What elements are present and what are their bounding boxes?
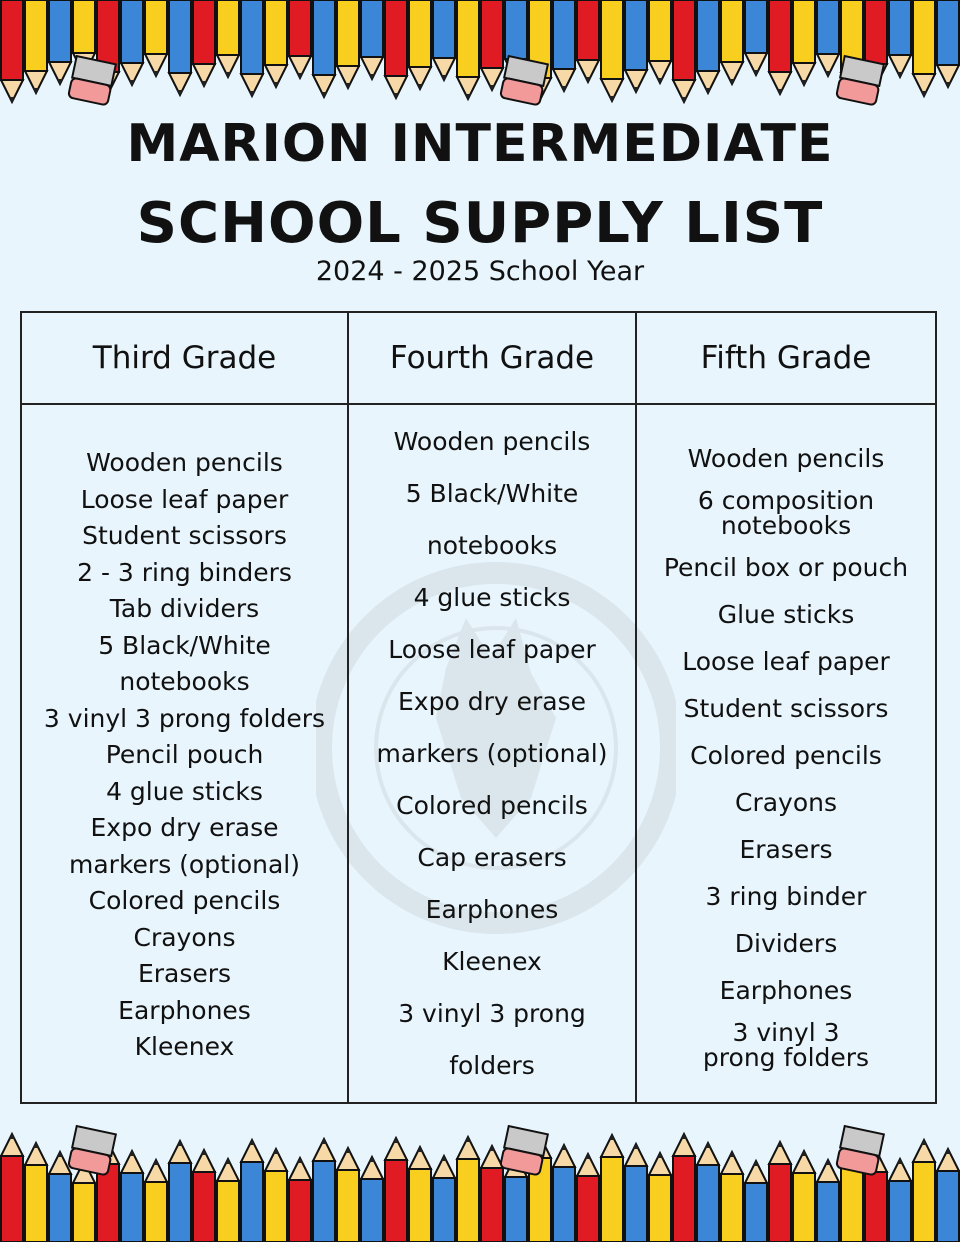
supply-item: 3 ring binder [705, 882, 867, 911]
supply-item: Kleenex [134, 1032, 235, 1062]
pencil [25, 0, 47, 93]
pencil [745, 0, 767, 75]
page-title-line1: MARION INTERMEDIATE [126, 114, 834, 174]
pencil [433, 0, 455, 80]
supply-item: Crayons [133, 922, 236, 952]
pencil [937, 0, 959, 87]
pencil [601, 1135, 623, 1242]
pencil [337, 0, 359, 88]
third-grade-list [22, 405, 347, 1102]
supply-item: Expo dry erase [398, 686, 586, 716]
pencil [217, 1159, 239, 1242]
pencil [697, 1143, 719, 1242]
pencil [649, 1153, 671, 1242]
column-third-grade [22, 313, 349, 1102]
supply-item: Expo dry erase [90, 813, 279, 843]
eraser [68, 56, 116, 105]
supply-item: Pencil pouch [105, 740, 264, 770]
supply-item: 4 glue sticks [106, 776, 263, 806]
pencil [889, 0, 911, 77]
pencil-border-icon [0, 1124, 960, 1242]
pencil [481, 0, 503, 90]
pencil [577, 0, 599, 82]
supply-item: 5 Black/White [405, 478, 579, 508]
pencil [289, 1158, 311, 1242]
fifth-grade-list [637, 405, 935, 1102]
supply-item: Tab dividers [109, 594, 260, 624]
supply-item: Earphones [118, 995, 251, 1025]
supply-item: Colored pencils [690, 741, 882, 770]
pencil [937, 1149, 959, 1242]
pencil [385, 1138, 407, 1242]
supply-table [20, 311, 937, 1104]
supply-item: Dividers [734, 929, 838, 958]
pencil [889, 1159, 911, 1242]
supply-item: Pencil box or pouch [663, 553, 909, 582]
pencil [673, 0, 695, 102]
pencil [817, 0, 839, 76]
pencil [241, 0, 263, 96]
column-fifth-grade [637, 313, 935, 1102]
pencil-border-icon [0, 0, 960, 112]
pencil [745, 1161, 767, 1242]
pencil [121, 0, 143, 85]
pencil [1, 0, 23, 102]
supply-item: folders [449, 1050, 535, 1080]
pencil [145, 0, 167, 76]
supply-item: Cap erasers [417, 842, 567, 872]
pencil [913, 0, 935, 96]
pencil [121, 1151, 143, 1242]
top-pencil-border [0, 0, 960, 112]
supply-item: Erasers [137, 959, 232, 989]
supply-item: markers (optional) [376, 738, 608, 768]
pencil [337, 1148, 359, 1242]
pencil [457, 0, 479, 99]
supply-item: 5 Black/White [98, 630, 271, 660]
pencil [169, 0, 191, 95]
supply-item: Earphones [425, 894, 559, 924]
column-header-fourth-grade: Fourth Grade [349, 313, 635, 405]
eraser [836, 56, 884, 105]
supply-item: Loose leaf paper [80, 484, 289, 514]
page-title-line2: SCHOOL SUPPLY LIST [136, 191, 824, 256]
pencil [481, 1146, 503, 1242]
pencil [793, 1151, 815, 1242]
school-year-subtitle: 2024 - 2025 School Year [315, 256, 645, 287]
pencil [193, 0, 215, 86]
column-header-fifth-grade: Fifth Grade [637, 313, 935, 405]
pencil [1, 1134, 23, 1242]
pencil [601, 0, 623, 101]
pencil [457, 1137, 479, 1242]
supply-item: 3 vinyl 3 prong folders [702, 1018, 870, 1072]
supply-item: Loose leaf paper [388, 634, 596, 664]
pencil [25, 1143, 47, 1242]
supply-item: 6 composition notebooks [697, 486, 875, 540]
pencil [361, 1157, 383, 1242]
eraser [68, 1126, 116, 1175]
column-header-third-grade: Third Grade [22, 313, 347, 405]
pencil [625, 0, 647, 92]
supply-item: Student scissors [82, 521, 287, 551]
supply-item: Wooden pencils [86, 448, 283, 478]
eraser [500, 56, 548, 105]
pencil [241, 1140, 263, 1242]
pencil [769, 1142, 791, 1242]
pencil [721, 1152, 743, 1242]
bottom-pencil-border [0, 1124, 960, 1242]
supply-item: notebooks [426, 530, 558, 560]
pencil [385, 0, 407, 98]
supply-item: Erasers [739, 835, 833, 864]
supply-item: Crayons [734, 788, 837, 817]
pencil [553, 1145, 575, 1242]
eraser [500, 1126, 548, 1175]
pencil [673, 1134, 695, 1242]
pencil [217, 0, 239, 77]
pencil [625, 1144, 647, 1242]
pencil [265, 1149, 287, 1242]
supply-item: 3 vinyl 3 prong folders [43, 703, 326, 733]
pencil [49, 1152, 71, 1242]
pencil [169, 1141, 191, 1242]
pencil [433, 1156, 455, 1242]
pencil [769, 0, 791, 94]
pencil [313, 0, 335, 97]
pencil [697, 0, 719, 93]
supply-item: Wooden pencils [393, 426, 591, 456]
supply-item: Colored pencils [88, 886, 281, 916]
supply-item: markers (optional) [69, 849, 300, 879]
supply-item: Earphones [719, 976, 853, 1005]
pencil [193, 1150, 215, 1242]
supply-item: 3 vinyl 3 prong [398, 998, 586, 1028]
column-fourth-grade [349, 313, 637, 1102]
pencil [409, 1147, 431, 1242]
fourth-grade-list [349, 405, 635, 1102]
supply-item: 2 - 3 ring binders [77, 557, 292, 587]
supply-item: 4 glue sticks [413, 582, 571, 612]
pencil [577, 1154, 599, 1242]
supply-item: Wooden pencils [687, 444, 885, 473]
pencil [265, 0, 287, 87]
eraser [836, 1126, 884, 1175]
pencil [721, 0, 743, 84]
supply-item: notebooks [119, 667, 250, 697]
pencil [649, 0, 671, 83]
pencil [913, 1140, 935, 1242]
pencil [313, 1139, 335, 1242]
supply-item: Colored pencils [396, 790, 588, 820]
pencil [793, 0, 815, 85]
supply-item: Kleenex [442, 946, 542, 976]
supply-item: Loose leaf paper [682, 647, 890, 676]
pencil [553, 0, 575, 91]
pencil [49, 0, 71, 84]
pencil [409, 0, 431, 89]
supply-item: Student scissors [683, 694, 889, 723]
pencil [817, 1160, 839, 1242]
pencil [361, 0, 383, 79]
supply-item: Glue sticks [717, 600, 855, 629]
pencil [289, 0, 311, 78]
pencil [145, 1160, 167, 1242]
